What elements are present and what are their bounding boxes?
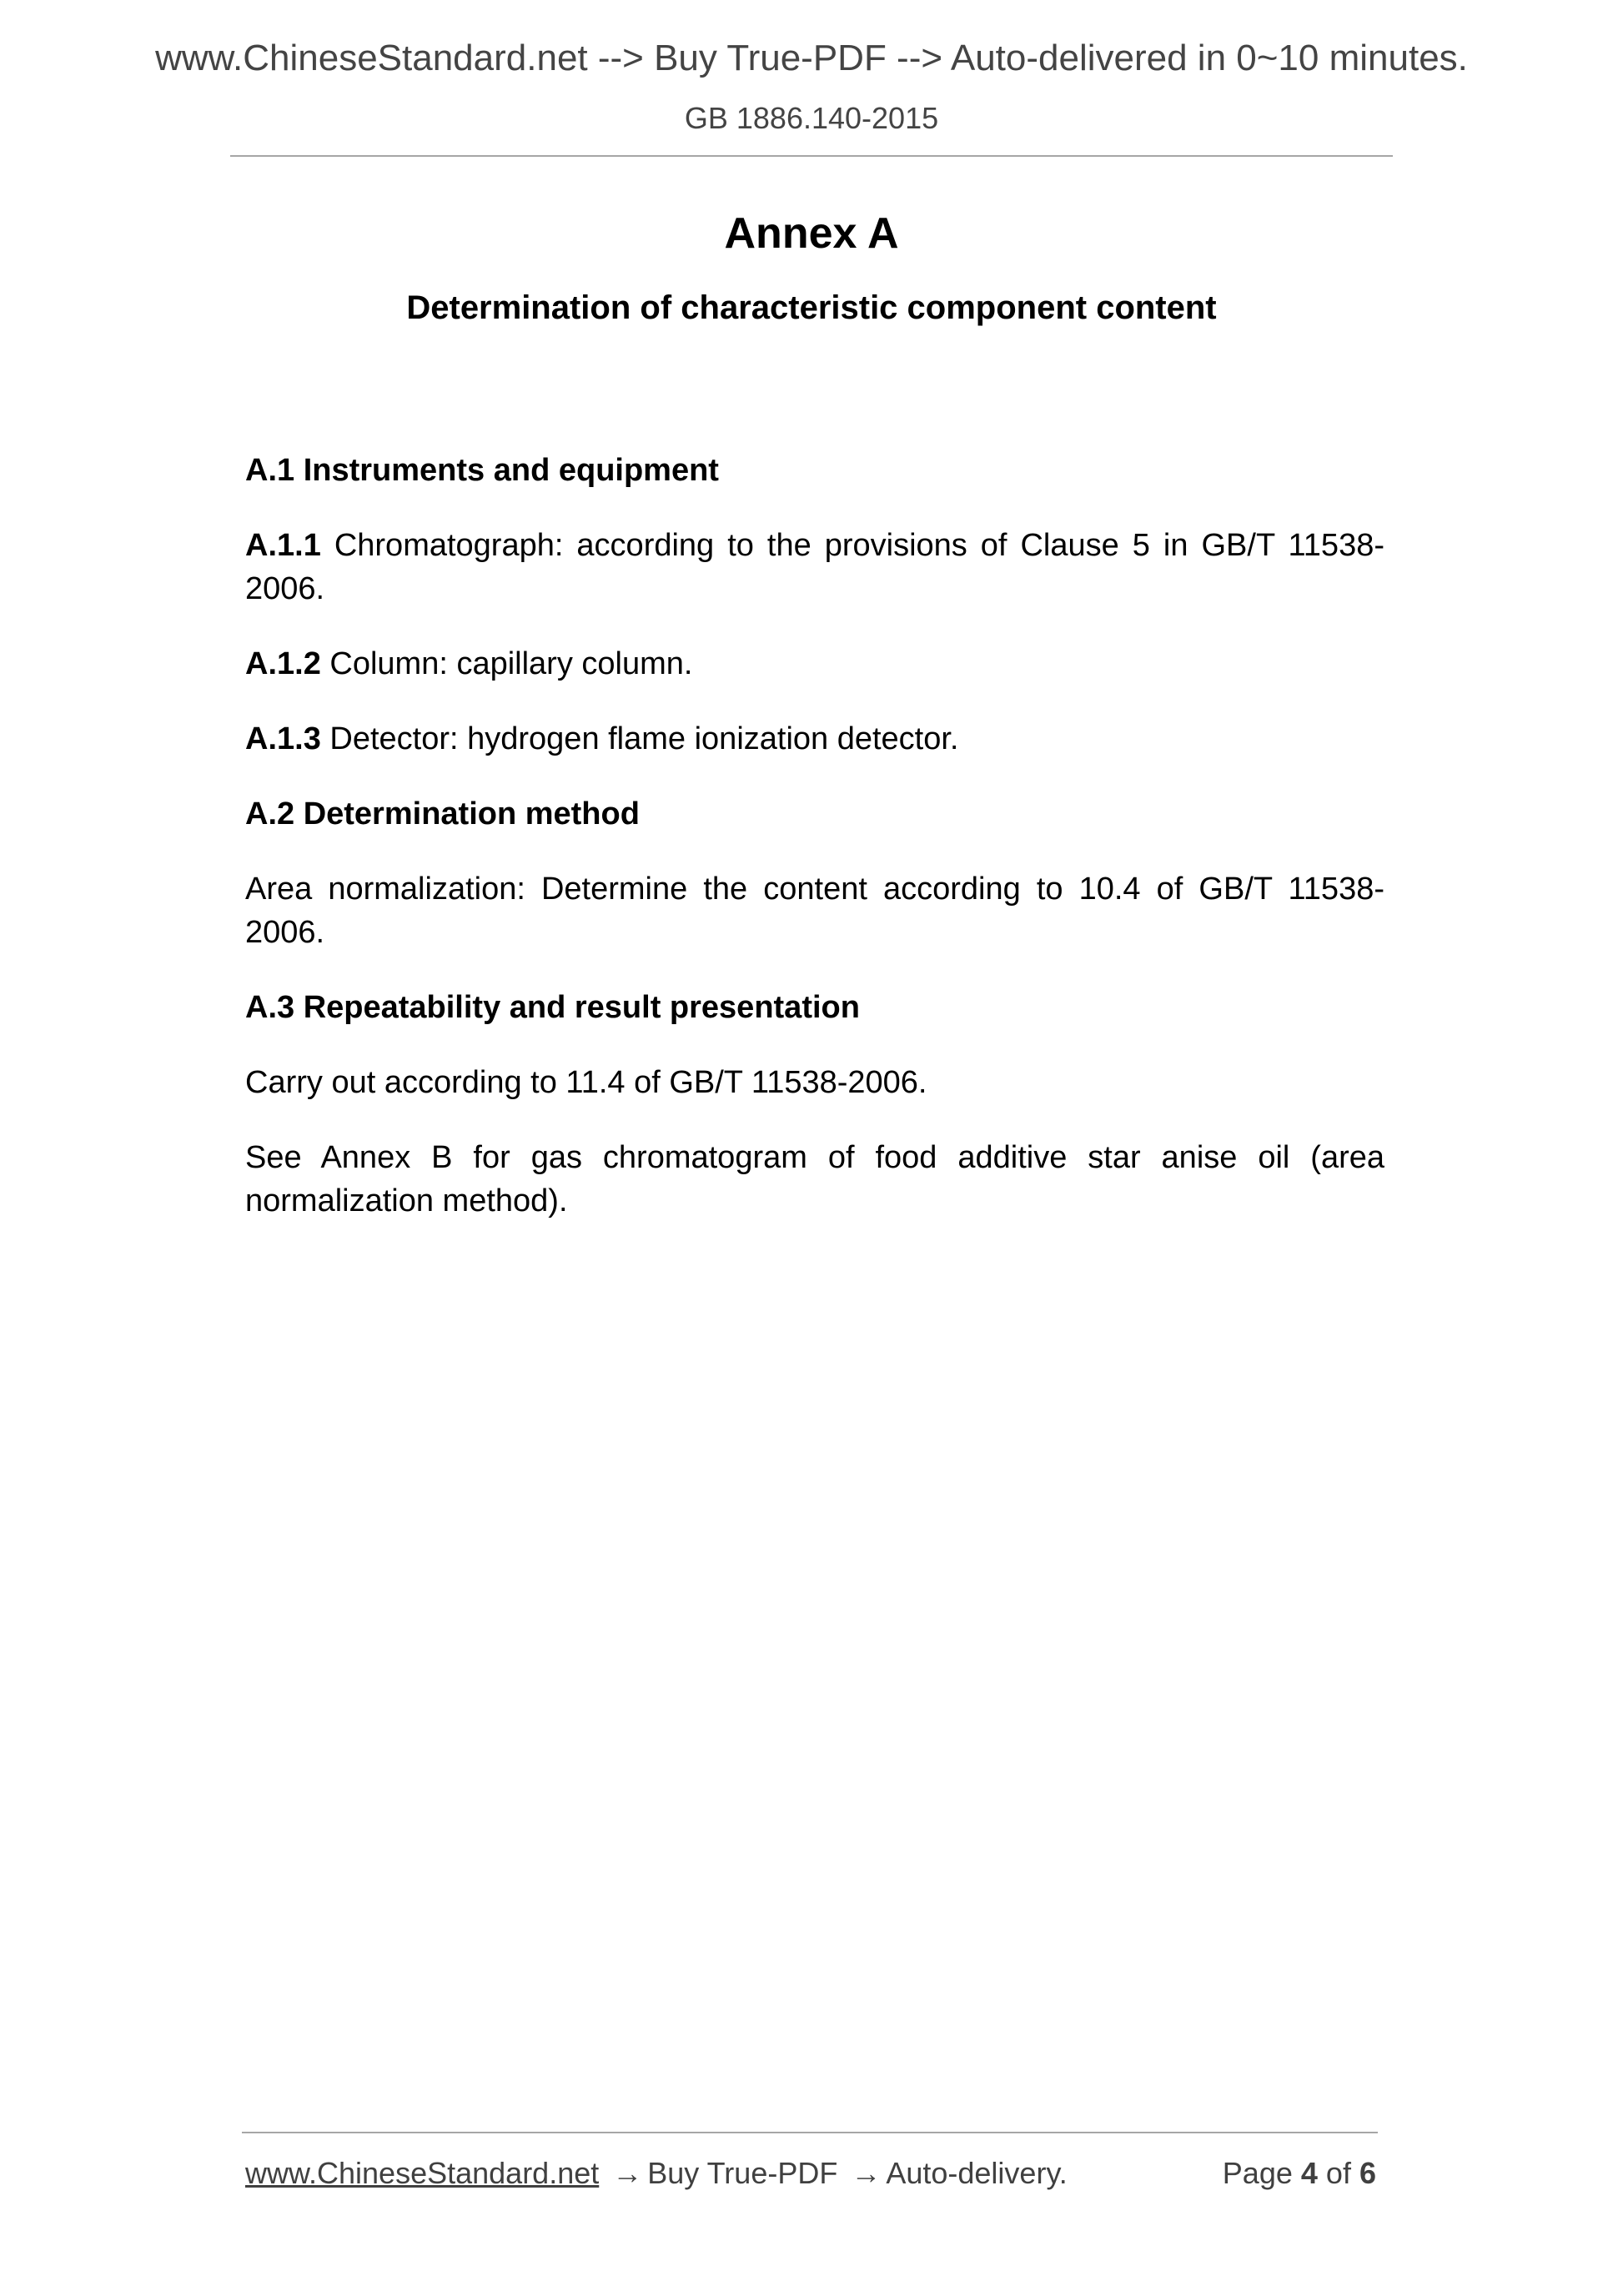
- footer-left: [245, 2153, 1068, 2193]
- paragraph-a3-2: See Annex B for gas chromatogram of food additive star anise oil (area normalization method).: [245, 1140, 1384, 1218]
- annex-subtitle: Determination of characteristic component content: [406, 289, 1217, 326]
- clause-number: A.1.1: [245, 528, 321, 563]
- total-pages-number: 6: [1359, 2156, 1376, 2190]
- header-divider: [230, 155, 1393, 157]
- footer-buy-text: Buy True-PDF: [647, 2156, 838, 2190]
- clause-text: Chromatograph: according to the provisions of Clause 5 in GB/T 11538-2006.: [245, 528, 1384, 606]
- current-page-number: 4: [1300, 2156, 1318, 2190]
- page-label: Page: [1222, 2156, 1293, 2190]
- section-heading-a1: A.1 Instruments and equipment: [245, 453, 719, 488]
- page-footer: [245, 2153, 1376, 2193]
- clause-a1-3: [245, 717, 1384, 761]
- clause-text: Column: capillary column.: [320, 646, 693, 681]
- paragraph-a2: Area normalization: Determine the content according to 10.4 of GB/T 11538-2006.: [245, 872, 1384, 950]
- clause-number: A.1.2: [245, 646, 321, 681]
- document-code: GB 1886.140-2015: [684, 101, 939, 135]
- section-heading-a3: A.3 Repeatability and result presentation: [245, 990, 860, 1025]
- arrow-right-icon: →: [851, 2156, 882, 2190]
- footer-delivery-text: Auto-delivery.: [886, 2156, 1068, 2190]
- of-label: of: [1325, 2156, 1351, 2190]
- page-indicator: [1223, 2153, 1376, 2193]
- clause-a1-1: [245, 524, 1384, 610]
- site-link[interactable]: www.ChineseStandard.net: [245, 2156, 600, 2190]
- paragraph-a3-1: Carry out according to 11.4 of GB/T 11538-2006.: [245, 1065, 927, 1100]
- site-banner: www.ChineseStandard.net --> Buy True-PDF --> Auto-delivered in 0~10 minutes.: [155, 38, 1468, 78]
- annex-title: Annex A: [724, 209, 899, 258]
- clause-number: A.1.3: [245, 721, 321, 756]
- clause-a1-2: [245, 642, 1384, 686]
- arrow-right-icon: →: [612, 2156, 643, 2190]
- clause-text: Detector: hydrogen flame ionization detector.: [320, 721, 959, 756]
- document-body: [245, 449, 1384, 1254]
- section-heading-a2: A.2 Determination method: [245, 796, 640, 831]
- footer-divider: [242, 2132, 1378, 2133]
